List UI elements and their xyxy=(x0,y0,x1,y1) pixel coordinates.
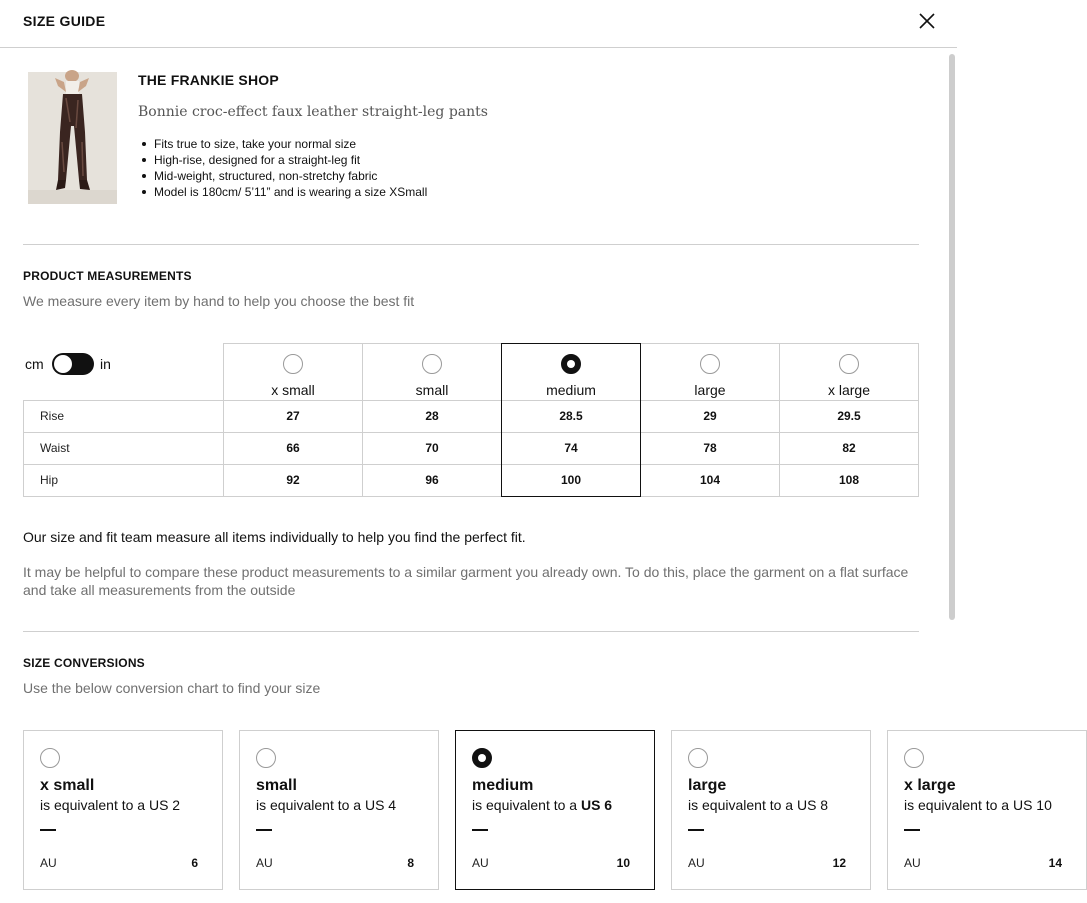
radio-button[interactable] xyxy=(256,748,276,768)
us-size: US 8 xyxy=(796,797,829,813)
measurement-value: 66 xyxy=(286,441,300,455)
table-cell xyxy=(223,464,363,497)
fit-note: High-rise, designed for a straight-leg fit xyxy=(141,152,427,168)
us-size: US 6 xyxy=(580,797,613,813)
table-cell xyxy=(362,464,502,497)
conversion-equivalent xyxy=(688,797,828,813)
close-button[interactable] xyxy=(916,10,938,32)
au-value: 6 xyxy=(191,856,198,870)
conversion-size-name: large xyxy=(688,777,727,794)
au-label: AU xyxy=(472,856,489,870)
conversion-size-name: x small xyxy=(40,777,95,794)
size-label: small xyxy=(415,382,449,398)
table-cell xyxy=(779,432,919,465)
equivalent-prefix: is equivalent to a xyxy=(40,797,146,813)
conversion-size-name: small xyxy=(256,777,297,794)
measurement-value: 100 xyxy=(560,473,582,487)
row-label-hip: Hip xyxy=(40,473,59,487)
size-option-large[interactable] xyxy=(640,343,780,401)
measurement-value: 96 xyxy=(425,473,439,487)
radio-button[interactable] xyxy=(40,748,60,768)
table-cell xyxy=(640,400,780,433)
conversion-equivalent xyxy=(904,797,1052,813)
size-option-medium[interactable] xyxy=(501,343,641,401)
au-value: 10 xyxy=(616,856,630,870)
table-cell xyxy=(501,400,641,433)
measurement-value: 27 xyxy=(286,409,300,423)
conversion-size-name: x large xyxy=(904,777,956,794)
us-size: US 10 xyxy=(1012,797,1052,813)
radio-button[interactable] xyxy=(422,354,442,374)
conversion-card-x-small[interactable] xyxy=(23,730,223,890)
size-label: large xyxy=(694,382,726,398)
model-illustration xyxy=(28,72,117,204)
close-icon xyxy=(916,10,938,32)
au-label: AU xyxy=(688,856,705,870)
table-cell xyxy=(501,432,641,465)
equivalent-prefix: is equivalent to a xyxy=(256,797,362,813)
equivalent-prefix: is equivalent to a xyxy=(472,797,578,813)
radio-button[interactable] xyxy=(283,354,303,374)
us-size: US 2 xyxy=(148,797,181,813)
us-size: US 4 xyxy=(364,797,397,813)
au-label: AU xyxy=(904,856,921,870)
radio-button[interactable] xyxy=(839,354,859,374)
dash-divider xyxy=(904,829,920,831)
size-option-x-large[interactable] xyxy=(779,343,919,401)
equivalent-prefix: is equivalent to a xyxy=(688,797,794,813)
dash-divider xyxy=(40,829,56,831)
conversion-card-small[interactable] xyxy=(239,730,439,890)
conversion-equivalent xyxy=(40,797,180,813)
conversion-size-name: medium xyxy=(472,777,534,794)
row-label-waist: Waist xyxy=(40,441,70,455)
table-cell xyxy=(362,400,502,433)
dash-divider xyxy=(472,829,488,831)
product-name: Bonnie croc-effect faux leather straight-leg pants xyxy=(138,104,488,120)
table-cell xyxy=(779,464,919,497)
au-value: 14 xyxy=(1048,856,1062,870)
measurement-value: 28 xyxy=(425,409,439,423)
measurements-table xyxy=(23,343,919,497)
brand-name: THE FRANKIE SHOP xyxy=(138,72,279,88)
equivalent-prefix: is equivalent to a xyxy=(904,797,1010,813)
fit-info-main: Our size and fit team measure all items individually to help you find the perfect fit. xyxy=(23,529,526,545)
table-row-label-cell xyxy=(23,432,224,465)
au-label: AU xyxy=(256,856,273,870)
dash-divider xyxy=(256,829,272,831)
measurement-value: 92 xyxy=(286,473,300,487)
fit-note: Model is 180cm/ 5’11” and is wearing a size XSmall xyxy=(141,184,427,200)
measurement-value: 28.5 xyxy=(559,409,583,423)
au-value: 12 xyxy=(832,856,846,870)
scrollbar-thumb[interactable] xyxy=(949,54,955,620)
fit-notes-list xyxy=(141,136,427,200)
section-divider xyxy=(23,244,919,245)
unit-label-in: in xyxy=(100,356,111,372)
measurement-value: 82 xyxy=(842,441,856,455)
conversion-card-large[interactable] xyxy=(671,730,871,890)
size-label: x small xyxy=(271,382,315,398)
table-row-label-cell xyxy=(23,464,224,497)
table-cell xyxy=(501,464,641,497)
table-cell xyxy=(362,432,502,465)
radio-button-selected[interactable] xyxy=(561,354,581,374)
size-label: medium xyxy=(546,382,596,398)
measurements-title: PRODUCT MEASUREMENTS xyxy=(23,269,192,283)
table-cell xyxy=(223,400,363,433)
measurement-value: 70 xyxy=(425,441,439,455)
dash-divider xyxy=(688,829,704,831)
radio-button[interactable] xyxy=(688,748,708,768)
fit-info-sub: It may be helpful to compare these product measurements to a similar garment you already own. To do this, place the garment on a flat surface and take all measurements from the outside xyxy=(23,564,909,598)
table-cell xyxy=(223,432,363,465)
au-value: 8 xyxy=(407,856,414,870)
measurement-value: 29.5 xyxy=(837,409,861,423)
table-row-label-cell xyxy=(23,400,224,433)
radio-button[interactable] xyxy=(700,354,720,374)
conversion-equivalent xyxy=(256,797,396,813)
modal-header xyxy=(0,0,957,48)
measurement-value: 29 xyxy=(703,409,717,423)
fit-note: Mid-weight, structured, non-stretchy fabric xyxy=(141,168,427,184)
conversion-cards xyxy=(23,730,1062,879)
unit-label-cm: cm xyxy=(25,356,44,372)
measurement-value: 108 xyxy=(838,473,860,487)
au-label: AU xyxy=(40,856,57,870)
conversions-title: SIZE CONVERSIONS xyxy=(23,656,145,670)
size-label: x large xyxy=(827,382,871,398)
table-cell xyxy=(640,464,780,497)
measurement-value: 104 xyxy=(699,473,721,487)
table-cell xyxy=(640,432,780,465)
page-title: SIZE GUIDE xyxy=(23,13,106,29)
conversion-card-medium[interactable] xyxy=(455,730,655,890)
conversion-card-x-large[interactable] xyxy=(887,730,1087,890)
size-option-x-small[interactable] xyxy=(223,343,363,401)
section-divider xyxy=(23,631,919,632)
conversion-equivalent xyxy=(472,797,612,813)
row-label-rise: Rise xyxy=(40,409,65,423)
measurement-value: 78 xyxy=(703,441,717,455)
measurements-subtitle: We measure every item by hand to help you choose the best fit xyxy=(23,293,415,309)
size-option-small[interactable] xyxy=(362,343,502,401)
product-image xyxy=(28,72,117,204)
fit-note: Fits true to size, take your normal size xyxy=(141,136,427,152)
radio-button-selected[interactable] xyxy=(472,748,492,768)
measurement-value: 74 xyxy=(564,441,578,455)
radio-button[interactable] xyxy=(904,748,924,768)
conversions-subtitle: Use the below conversion chart to find your size xyxy=(23,680,321,696)
table-cell xyxy=(779,400,919,433)
